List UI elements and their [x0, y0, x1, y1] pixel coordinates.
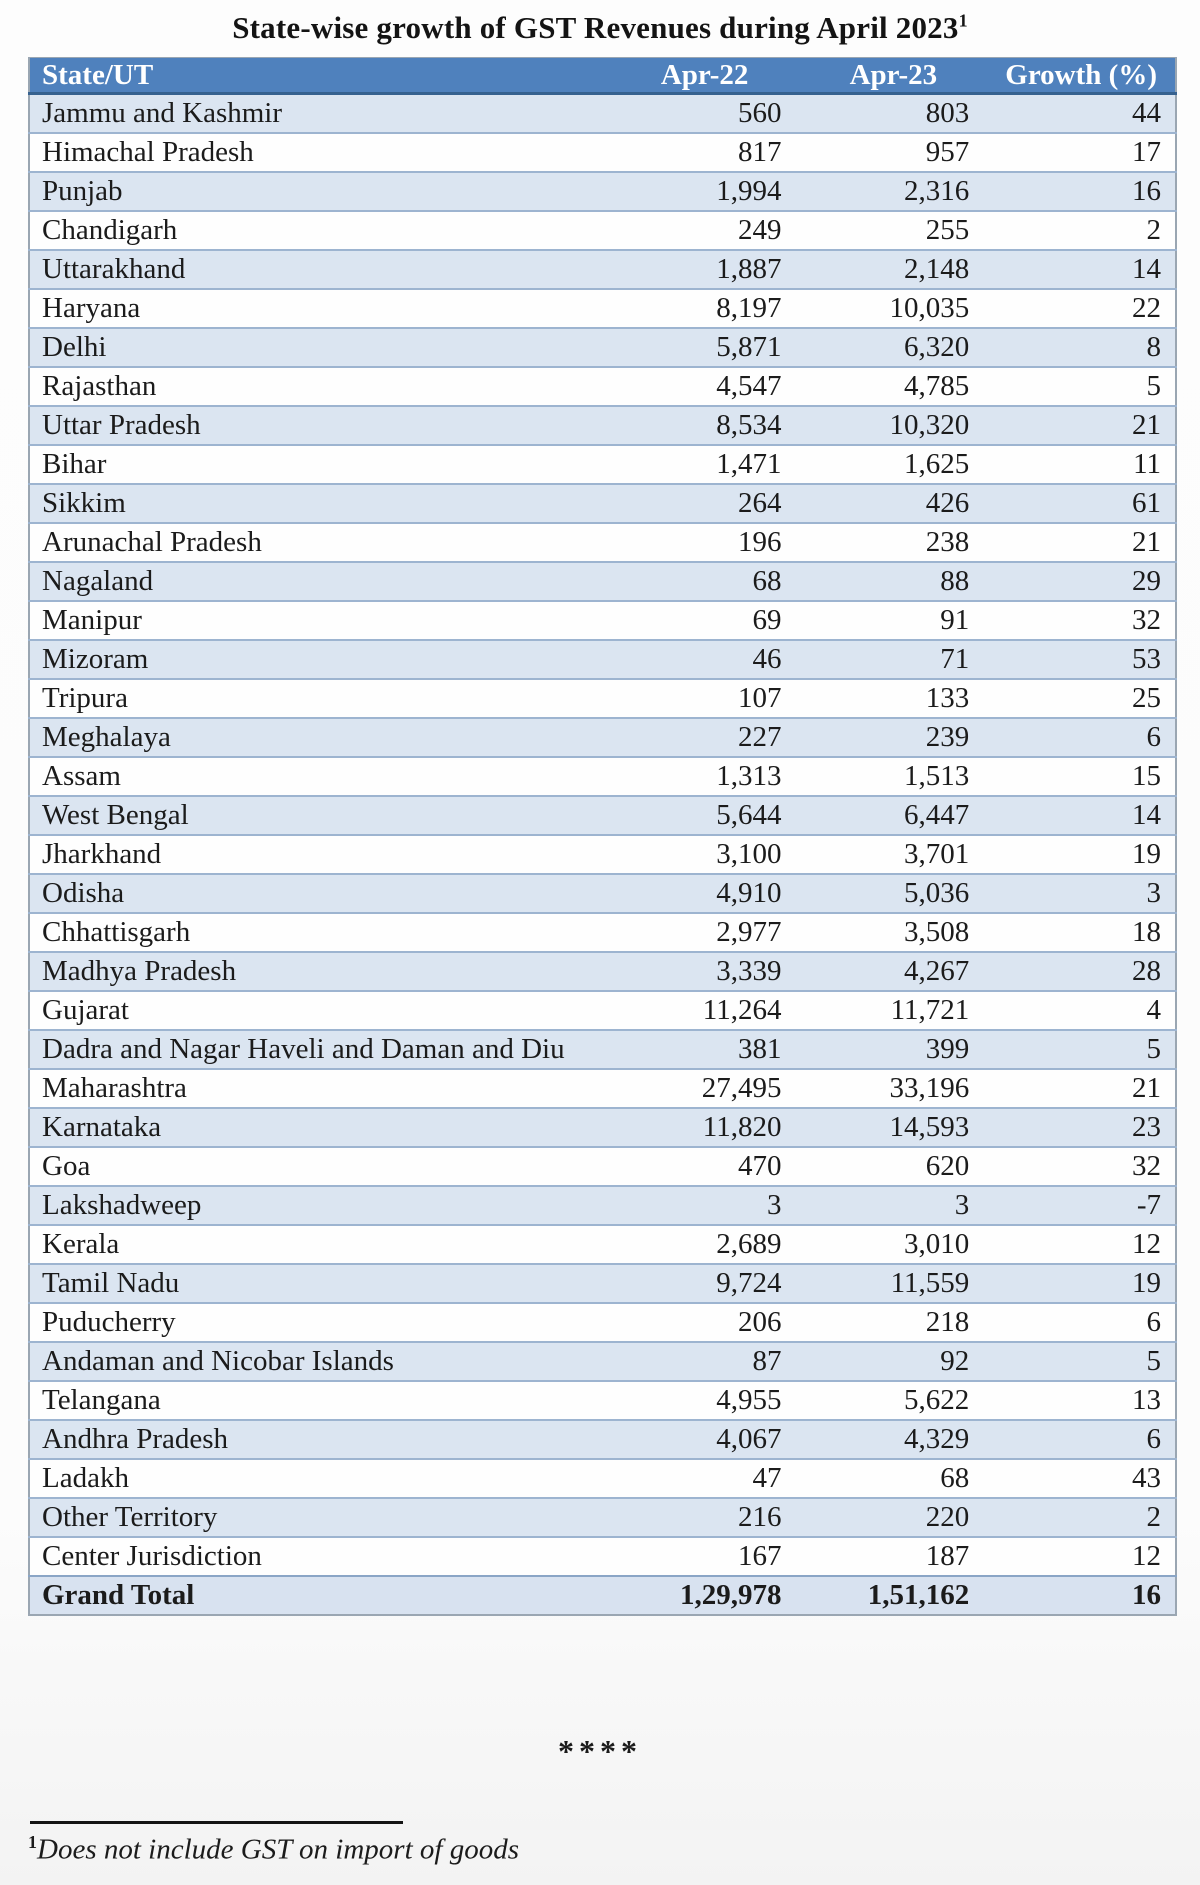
- growth-cell: 32: [987, 1147, 1176, 1186]
- state-cell: Manipur: [29, 601, 610, 640]
- table-row: [29, 367, 1176, 406]
- growth-cell: 2: [987, 1498, 1176, 1537]
- apr22-cell: 1,994: [610, 172, 800, 211]
- grand-total-row: [29, 1576, 1176, 1615]
- state-cell: Chhattisgarh: [29, 913, 610, 952]
- growth-cell: 19: [987, 835, 1176, 874]
- state-cell: Andaman and Nicobar Islands: [29, 1342, 610, 1381]
- apr22-cell: 2,977: [610, 913, 800, 952]
- apr22-cell: 1,471: [610, 445, 800, 484]
- apr22-cell: 167: [610, 1537, 800, 1576]
- header-state-ut: State/UT: [29, 58, 610, 94]
- table-row: [29, 874, 1176, 913]
- state-cell: Delhi: [29, 328, 610, 367]
- table-row: [29, 913, 1176, 952]
- table-row: [29, 133, 1176, 172]
- page-title-footnote-marker: 1: [958, 10, 968, 31]
- state-cell: Center Jurisdiction: [29, 1537, 610, 1576]
- grand-total-label: Grand Total: [29, 1576, 610, 1615]
- growth-cell: 6: [987, 1303, 1176, 1342]
- table-row: [29, 250, 1176, 289]
- grand-total-growth: 16: [987, 1576, 1176, 1615]
- apr23-cell: 11,721: [799, 991, 987, 1030]
- apr22-cell: 68: [610, 562, 800, 601]
- apr22-cell: 381: [610, 1030, 800, 1069]
- state-cell: Bihar: [29, 445, 610, 484]
- apr23-cell: 10,035: [799, 289, 987, 328]
- state-cell: Jammu and Kashmir: [29, 94, 610, 133]
- apr23-cell: 2,148: [799, 250, 987, 289]
- table-row: [29, 1030, 1176, 1069]
- header-growth-percent: Growth (%): [987, 58, 1176, 94]
- table-row: [29, 1303, 1176, 1342]
- table-row: [29, 601, 1176, 640]
- state-cell: Assam: [29, 757, 610, 796]
- apr23-cell: 803: [799, 94, 987, 133]
- apr23-cell: 3,508: [799, 913, 987, 952]
- state-cell: Uttarakhand: [29, 250, 610, 289]
- apr23-cell: 4,329: [799, 1420, 987, 1459]
- table-row: [29, 679, 1176, 718]
- table-row: [29, 523, 1176, 562]
- apr23-cell: 3,701: [799, 835, 987, 874]
- table-row: [29, 562, 1176, 601]
- apr23-cell: 133: [799, 679, 987, 718]
- growth-cell: 13: [987, 1381, 1176, 1420]
- apr22-cell: 69: [610, 601, 800, 640]
- apr23-cell: 4,267: [799, 952, 987, 991]
- apr22-cell: 5,871: [610, 328, 800, 367]
- table-row: [29, 796, 1176, 835]
- apr22-cell: 2,689: [610, 1225, 800, 1264]
- apr22-cell: 87: [610, 1342, 800, 1381]
- table-row: [29, 211, 1176, 250]
- state-cell: Himachal Pradesh: [29, 133, 610, 172]
- growth-cell: 61: [987, 484, 1176, 523]
- state-cell: Sikkim: [29, 484, 610, 523]
- table-row: [29, 718, 1176, 757]
- apr23-cell: 1,513: [799, 757, 987, 796]
- apr23-cell: 88: [799, 562, 987, 601]
- apr22-cell: 4,067: [610, 1420, 800, 1459]
- state-cell: Telangana: [29, 1381, 610, 1420]
- table-row: [29, 1186, 1176, 1225]
- apr22-cell: 817: [610, 133, 800, 172]
- grand-total-apr23: 1,51,162: [799, 1576, 987, 1615]
- growth-cell: 5: [987, 1030, 1176, 1069]
- apr22-cell: 3,339: [610, 952, 800, 991]
- gst-revenue-table: [28, 57, 1177, 1616]
- grand-total-apr22: 1,29,978: [610, 1576, 800, 1615]
- state-cell: Dadra and Nagar Haveli and Daman and Diu: [29, 1030, 610, 1069]
- table-row: [29, 1342, 1176, 1381]
- apr22-cell: 264: [610, 484, 800, 523]
- end-of-document-stars: ****: [558, 1733, 642, 1769]
- table-header-row: [29, 58, 1176, 94]
- state-cell: Madhya Pradesh: [29, 952, 610, 991]
- apr23-cell: 399: [799, 1030, 987, 1069]
- growth-cell: 8: [987, 328, 1176, 367]
- growth-cell: 32: [987, 601, 1176, 640]
- apr23-cell: 239: [799, 718, 987, 757]
- growth-cell: 16: [987, 172, 1176, 211]
- footnote-text: Does not include GST on import of goods: [37, 1833, 519, 1866]
- apr22-cell: 1,313: [610, 757, 800, 796]
- apr22-cell: 107: [610, 679, 800, 718]
- apr22-cell: 4,910: [610, 874, 800, 913]
- apr22-cell: 249: [610, 211, 800, 250]
- state-cell: Kerala: [29, 1225, 610, 1264]
- apr23-cell: 3: [799, 1186, 987, 1225]
- state-cell: Meghalaya: [29, 718, 610, 757]
- growth-cell: 17: [987, 133, 1176, 172]
- table-row: [29, 445, 1176, 484]
- table-row: [29, 328, 1176, 367]
- growth-cell: 12: [987, 1225, 1176, 1264]
- growth-cell: 25: [987, 679, 1176, 718]
- page-title-text: State-wise growth of GST Revenues during April 2023: [232, 10, 959, 45]
- table-row: [29, 835, 1176, 874]
- apr23-cell: 218: [799, 1303, 987, 1342]
- state-cell: Ladakh: [29, 1459, 610, 1498]
- footnote: [28, 1832, 519, 1867]
- table-row: [29, 1459, 1176, 1498]
- apr23-cell: 6,447: [799, 796, 987, 835]
- apr22-cell: 9,724: [610, 1264, 800, 1303]
- growth-cell: 4: [987, 991, 1176, 1030]
- apr22-cell: 1,887: [610, 250, 800, 289]
- state-cell: Odisha: [29, 874, 610, 913]
- state-cell: Uttar Pradesh: [29, 406, 610, 445]
- growth-cell: 22: [987, 289, 1176, 328]
- growth-cell: 12: [987, 1537, 1176, 1576]
- growth-cell: 43: [987, 1459, 1176, 1498]
- apr22-cell: 4,547: [610, 367, 800, 406]
- growth-cell: 15: [987, 757, 1176, 796]
- apr23-cell: 255: [799, 211, 987, 250]
- apr22-cell: 8,197: [610, 289, 800, 328]
- apr22-cell: 3: [610, 1186, 800, 1225]
- state-cell: Tripura: [29, 679, 610, 718]
- growth-cell: 5: [987, 1342, 1176, 1381]
- table-row: [29, 1225, 1176, 1264]
- apr22-cell: 4,955: [610, 1381, 800, 1420]
- state-cell: Karnataka: [29, 1108, 610, 1147]
- state-cell: West Bengal: [29, 796, 610, 835]
- state-cell: Goa: [29, 1147, 610, 1186]
- apr23-cell: 71: [799, 640, 987, 679]
- table-row: [29, 94, 1176, 133]
- apr22-cell: 227: [610, 718, 800, 757]
- growth-cell: 2: [987, 211, 1176, 250]
- table-row: [29, 1381, 1176, 1420]
- growth-cell: 6: [987, 1420, 1176, 1459]
- state-cell: Gujarat: [29, 991, 610, 1030]
- state-cell: Puducherry: [29, 1303, 610, 1342]
- footnote-separator-rule: [30, 1821, 403, 1824]
- state-cell: Nagaland: [29, 562, 610, 601]
- growth-cell: 53: [987, 640, 1176, 679]
- apr23-cell: 1,625: [799, 445, 987, 484]
- growth-cell: 11: [987, 445, 1176, 484]
- header-apr-22: Apr-22: [610, 58, 800, 94]
- state-cell: Punjab: [29, 172, 610, 211]
- apr23-cell: 5,036: [799, 874, 987, 913]
- header-apr-23: Apr-23: [799, 58, 987, 94]
- apr23-cell: 10,320: [799, 406, 987, 445]
- table-row: [29, 757, 1176, 796]
- table-body: [29, 94, 1176, 1576]
- growth-cell: 5: [987, 367, 1176, 406]
- apr23-cell: 220: [799, 1498, 987, 1537]
- state-cell: Andhra Pradesh: [29, 1420, 610, 1459]
- apr23-cell: 5,622: [799, 1381, 987, 1420]
- table-row: [29, 1069, 1176, 1108]
- apr22-cell: 216: [610, 1498, 800, 1537]
- state-cell: Tamil Nadu: [29, 1264, 610, 1303]
- growth-cell: 21: [987, 406, 1176, 445]
- table-row: [29, 991, 1176, 1030]
- table-row: [29, 484, 1176, 523]
- apr22-cell: 3,100: [610, 835, 800, 874]
- state-cell: Chandigarh: [29, 211, 610, 250]
- apr22-cell: 46: [610, 640, 800, 679]
- table-row: [29, 1264, 1176, 1303]
- table-row: [29, 172, 1176, 211]
- state-cell: Mizoram: [29, 640, 610, 679]
- state-cell: Rajasthan: [29, 367, 610, 406]
- table-row: [29, 1420, 1176, 1459]
- apr22-cell: 470: [610, 1147, 800, 1186]
- table-row: [29, 1108, 1176, 1147]
- apr23-cell: 91: [799, 601, 987, 640]
- growth-cell: 29: [987, 562, 1176, 601]
- growth-cell: 14: [987, 796, 1176, 835]
- apr22-cell: 196: [610, 523, 800, 562]
- growth-cell: 6: [987, 718, 1176, 757]
- apr23-cell: 2,316: [799, 172, 987, 211]
- state-cell: Lakshadweep: [29, 1186, 610, 1225]
- apr22-cell: 560: [610, 94, 800, 133]
- apr22-cell: 11,264: [610, 991, 800, 1030]
- apr23-cell: 238: [799, 523, 987, 562]
- apr22-cell: 5,644: [610, 796, 800, 835]
- table-row: [29, 406, 1176, 445]
- apr23-cell: 4,785: [799, 367, 987, 406]
- apr23-cell: 3,010: [799, 1225, 987, 1264]
- apr23-cell: 957: [799, 133, 987, 172]
- apr23-cell: 14,593: [799, 1108, 987, 1147]
- growth-cell: 23: [987, 1108, 1176, 1147]
- growth-cell: -7: [987, 1186, 1176, 1225]
- apr23-cell: 426: [799, 484, 987, 523]
- apr23-cell: 92: [799, 1342, 987, 1381]
- growth-cell: 21: [987, 523, 1176, 562]
- apr22-cell: 11,820: [610, 1108, 800, 1147]
- apr23-cell: 33,196: [799, 1069, 987, 1108]
- state-cell: Other Territory: [29, 1498, 610, 1537]
- growth-cell: 21: [987, 1069, 1176, 1108]
- apr22-cell: 206: [610, 1303, 800, 1342]
- state-cell: Haryana: [29, 289, 610, 328]
- table-row: [29, 1147, 1176, 1186]
- table-row: [29, 1537, 1176, 1576]
- table-row: [29, 289, 1176, 328]
- apr23-cell: 620: [799, 1147, 987, 1186]
- state-cell: Arunachal Pradesh: [29, 523, 610, 562]
- apr23-cell: 68: [799, 1459, 987, 1498]
- growth-cell: 44: [987, 94, 1176, 133]
- table-row: [29, 640, 1176, 679]
- growth-cell: 14: [987, 250, 1176, 289]
- footnote-marker: 1: [28, 1832, 37, 1852]
- state-cell: Jharkhand: [29, 835, 610, 874]
- growth-cell: 3: [987, 874, 1176, 913]
- apr22-cell: 27,495: [610, 1069, 800, 1108]
- growth-cell: 19: [987, 1264, 1176, 1303]
- growth-cell: 28: [987, 952, 1176, 991]
- apr23-cell: 6,320: [799, 328, 987, 367]
- growth-cell: 18: [987, 913, 1176, 952]
- table-row: [29, 952, 1176, 991]
- apr23-cell: 11,559: [799, 1264, 987, 1303]
- state-cell: Maharashtra: [29, 1069, 610, 1108]
- apr22-cell: 8,534: [610, 406, 800, 445]
- page-title: [0, 0, 1200, 46]
- apr22-cell: 47: [610, 1459, 800, 1498]
- apr23-cell: 187: [799, 1537, 987, 1576]
- table-row: [29, 1498, 1176, 1537]
